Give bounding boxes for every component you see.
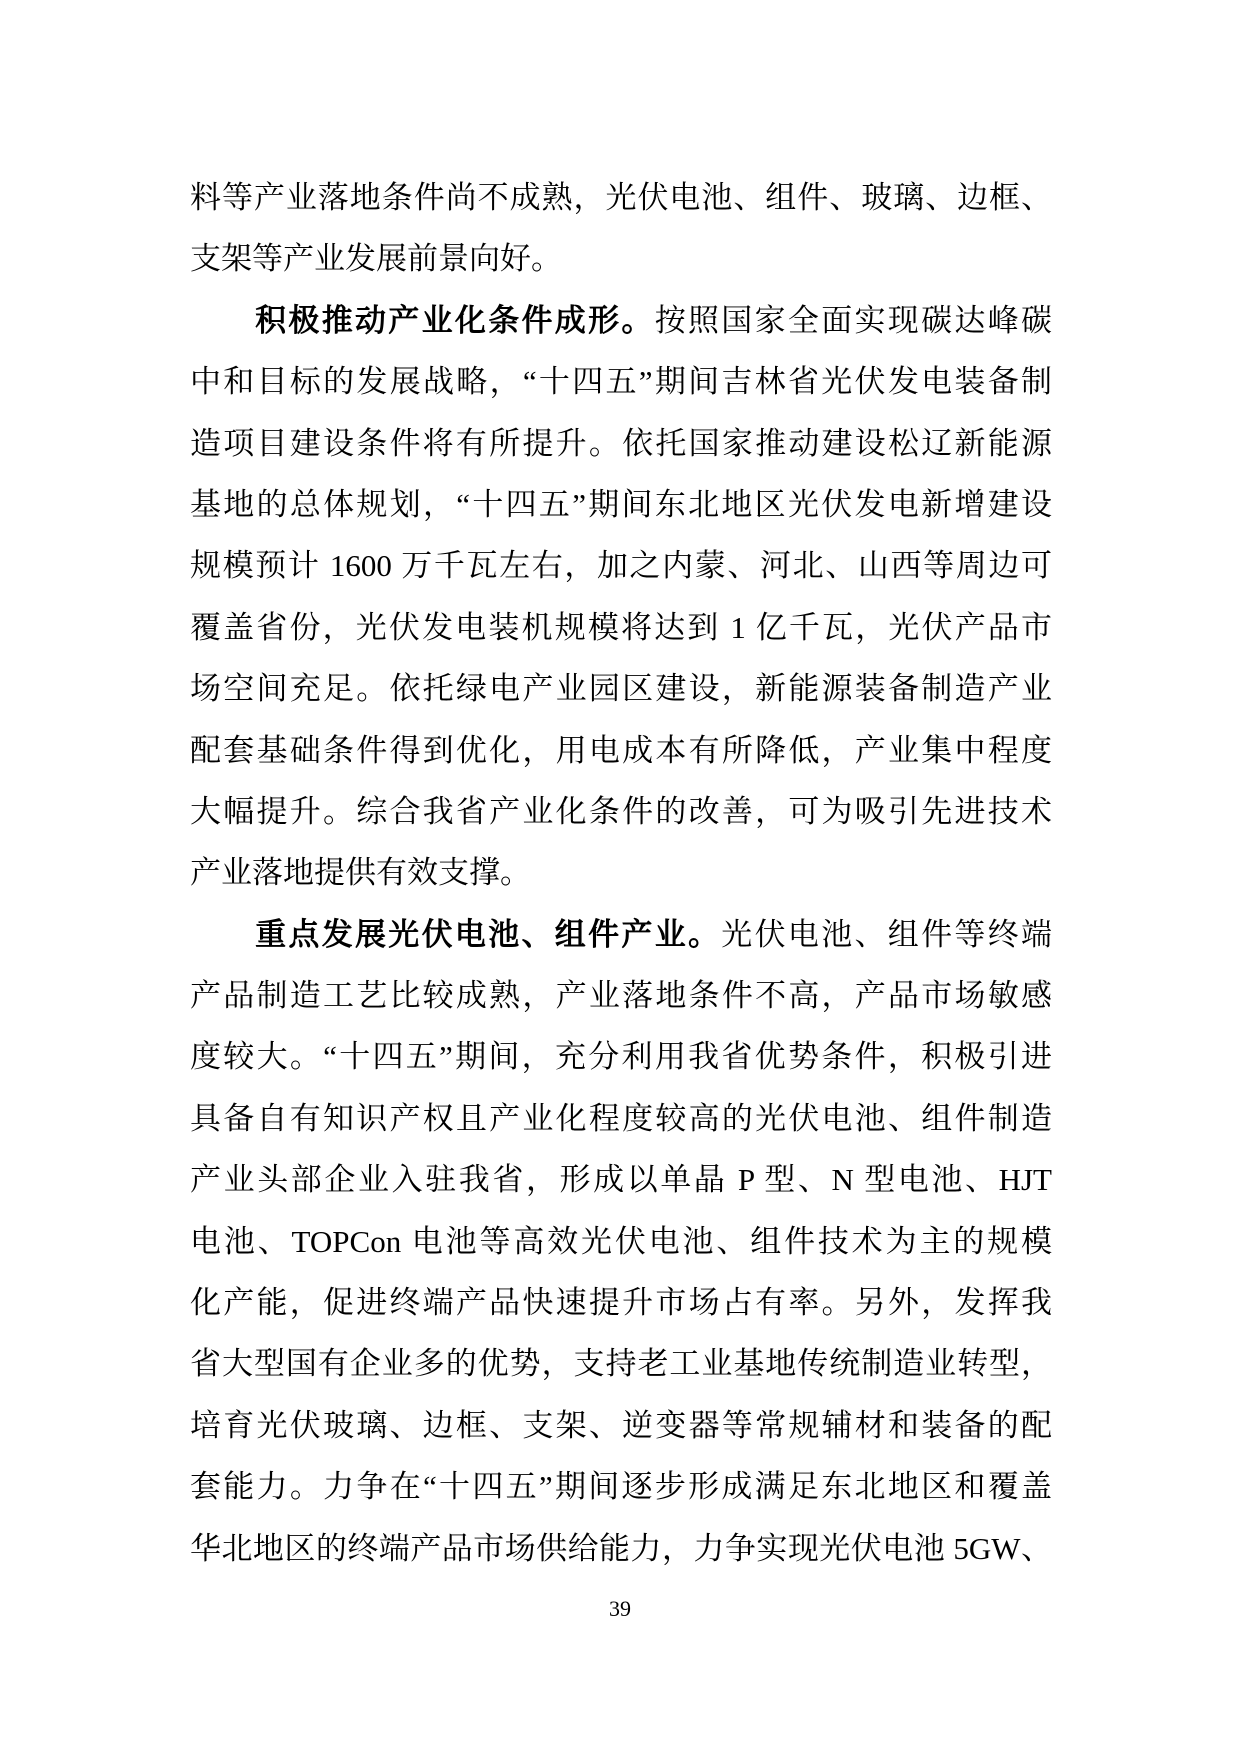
paragraph-lead-bold: 重点发展光伏电池、组件产业。 (255, 916, 722, 952)
paragraph-text: 套能力。力争在“十四五”期间逐步形成满足东北地区和覆盖 (190, 1469, 1052, 1505)
text-line (190, 1395, 1052, 1456)
paragraph-text: 产品制造工艺比较成熟，产业落地条件不高，产品市场敏感 (190, 978, 1052, 1014)
paragraph-text: 大幅提升。综合我省产业化条件的改善，可为吸引先进技术 (190, 793, 1052, 829)
page-number: 39 (609, 1596, 631, 1621)
paragraph-text: 培育光伏玻璃、边框、支架、逆变器等常规辅材和装备的配 (190, 1407, 1052, 1443)
paragraph-text: 化产能，促进终端产品快速提升市场占有率。另外，发挥我 (190, 1285, 1052, 1321)
paragraph-text: 产业头部企业入驻我省，形成以单晶 P 型、N 型电池、HJT (190, 1162, 1052, 1198)
paragraph-text: 基地的总体规划，“十四五”期间东北地区光伏发电新增建设 (190, 486, 1052, 522)
paragraph-text: 按照国家全面实现碳达峰碳 (654, 302, 1053, 338)
text-line (190, 720, 1052, 781)
text-line (190, 842, 1052, 903)
text-line (190, 474, 1052, 535)
text-line (190, 535, 1052, 596)
text-line (190, 1333, 1052, 1394)
paragraph-text: 具备自有知识产权且产业化程度较高的光伏电池、组件制造 (190, 1100, 1052, 1136)
text-line (190, 597, 1052, 658)
text-line (190, 781, 1052, 842)
text-line (190, 1211, 1052, 1272)
text-line (190, 1026, 1052, 1087)
text-line (190, 904, 1052, 965)
paragraph-text: 料等产业落地条件尚不成熟，光伏电池、组件、玻璃、边框、 (190, 180, 1052, 215)
text-line (190, 1456, 1052, 1517)
text-line (190, 965, 1052, 1026)
paragraph-text: 造项目建设条件将有所提升。依托国家推动建设松辽新能源 (190, 425, 1052, 461)
paragraph-text: 中和目标的发展战略，“十四五”期间吉林省光伏发电装备制 (190, 364, 1052, 400)
text-line (190, 1149, 1052, 1210)
text-line (190, 413, 1052, 474)
paragraph-text: 覆盖省份，光伏发电装机规模将达到 1 亿千瓦，光伏产品市 (190, 609, 1052, 645)
paragraph-text: 产业落地提供有效支撑。 (190, 855, 531, 891)
paragraph-lead-bold: 积极推动产业化条件成形。 (255, 302, 655, 338)
paragraph-text: 支架等产业发展前景向好。 (190, 241, 562, 277)
paragraph-text: 度较大。“十四五”期间，充分利用我省优势条件，积极引进 (190, 1039, 1052, 1075)
text-line (190, 658, 1052, 719)
text-line (190, 228, 1052, 289)
paragraph-text: 配套基础条件得到优化，用电成本有所降低，产业集中程度 (190, 732, 1052, 768)
paragraph-text: 省大型国有企业多的优势，支持老工业基地传统制造业转型， (190, 1346, 1052, 1382)
paragraph-text: 电池、TOPCon 电池等高效光伏电池、组件技术为主的规模 (190, 1223, 1052, 1259)
paragraph-text: 华北地区的终端产品市场供给能力，力争实现光伏电池 5GW、 (190, 1530, 1052, 1566)
text-line (190, 167, 1052, 228)
text-line (190, 1272, 1052, 1333)
text-line (190, 1518, 1052, 1579)
text-line (190, 1088, 1052, 1149)
paragraph-text: 场空间充足。依托绿电产业园区建设，新能源装备制造产业 (190, 671, 1052, 707)
paragraph-text: 规模预计 1600 万千瓦左右，加之内蒙、河北、山西等周边可 (190, 548, 1052, 584)
text-block (190, 167, 1052, 1579)
text-line (190, 351, 1052, 412)
text-line (190, 290, 1052, 351)
paragraph-text: 光伏电池、组件等终端 (721, 916, 1052, 952)
